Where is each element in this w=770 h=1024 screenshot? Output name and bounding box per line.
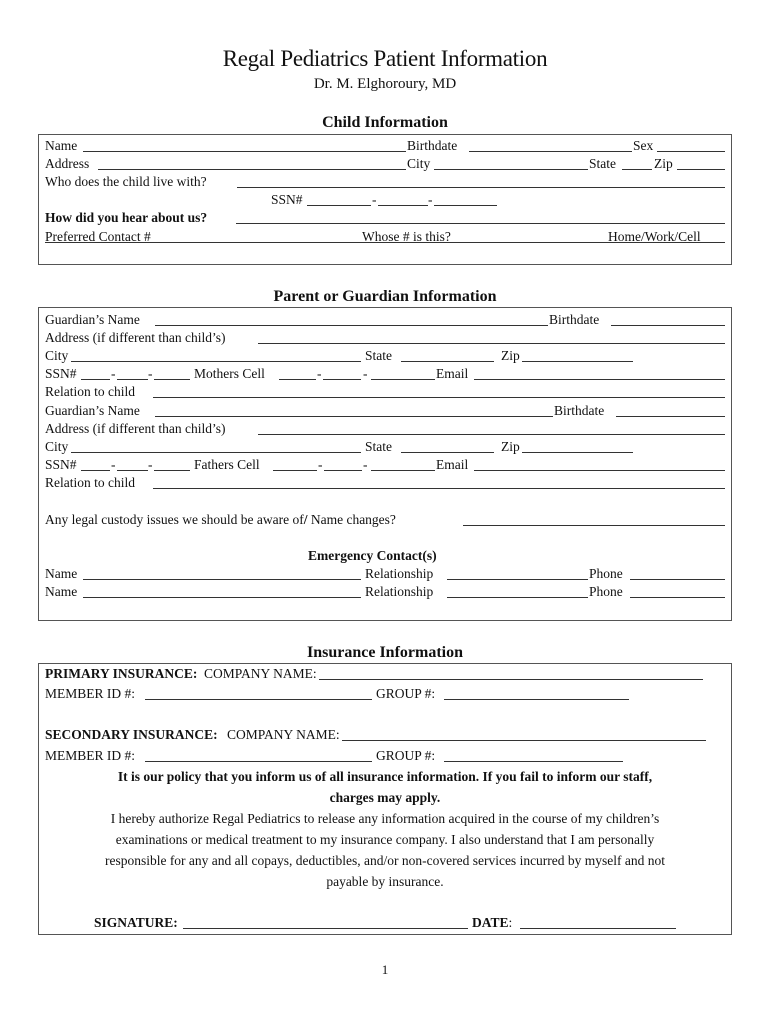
guardian2-city-label: City	[45, 439, 69, 454]
guardian2-ssn-part3[interactable]	[154, 457, 190, 471]
child-state-label: State	[589, 156, 616, 171]
ec2-relationship-field[interactable]	[447, 584, 588, 598]
fathers-cell-part3[interactable]	[371, 457, 435, 471]
guardian2-name-field[interactable]	[155, 403, 553, 417]
parent-section-heading: Parent or Guardian Information	[273, 288, 497, 305]
guardian2-ssn-label: SSN#	[45, 457, 77, 472]
secondary-group-field[interactable]	[444, 748, 623, 762]
child-birthdate-field[interactable]	[469, 138, 632, 152]
guardian1-zip-label: Zip	[501, 348, 520, 363]
secondary-insurance-row	[45, 726, 770, 744]
fathers-cell-part2[interactable]	[324, 457, 362, 471]
signature-label: SIGNATURE:	[94, 915, 178, 930]
emergency-contacts-heading: Emergency Contact(s)	[308, 548, 437, 563]
secondary-company-name-field[interactable]	[342, 727, 706, 741]
guardian1-relation-label: Relation to child	[45, 384, 135, 399]
signature-field[interactable]	[183, 915, 468, 929]
primary-group-label: GROUP #:	[376, 686, 436, 701]
page-number: 1	[381, 962, 389, 977]
guardian1-row-relation	[45, 383, 770, 401]
signature-row	[45, 914, 770, 932]
authorization-line-1: I hereby authorize Regal Pediatrics to release any information acquired in the course of my children’s	[110, 811, 660, 826]
ec2-phone-label: Phone	[589, 584, 623, 599]
guardian2-row-city	[45, 438, 770, 456]
primary-insurance-row	[45, 665, 770, 683]
secondary-member-id-label: MEMBER ID #:	[45, 748, 136, 763]
secondary-insurance-label: SECONDARY INSURANCE:	[45, 727, 218, 742]
child-ssn-label: SSN#	[271, 192, 303, 207]
guardian2-row-name	[45, 402, 770, 420]
child-sex-field[interactable]	[657, 138, 725, 152]
guardian1-address-label: Address (if different than child’s)	[45, 330, 226, 345]
mothers-cell-dash: -	[363, 366, 368, 381]
guardian2-row-address	[45, 420, 770, 438]
child-whose-label: Whose # is this?	[362, 229, 451, 244]
guardian1-ssn-dash: -	[148, 366, 153, 381]
child-city-label: City	[407, 156, 431, 171]
child-ssn-part2[interactable]	[378, 192, 428, 206]
guardian2-state-label: State	[365, 439, 392, 454]
guardian1-ssn-dash: -	[111, 366, 116, 381]
primary-company-name-label: COMPANY NAME:	[204, 666, 317, 681]
guardian2-relation-label: Relation to child	[45, 475, 135, 490]
guardian2-ssn-part2[interactable]	[117, 457, 148, 471]
primary-member-id-field[interactable]	[145, 686, 372, 700]
fathers-cell-label: Fathers Cell	[194, 457, 260, 472]
child-row-contact	[45, 228, 770, 246]
guardian2-email-field[interactable]	[474, 457, 725, 471]
guardian1-email-field[interactable]	[474, 366, 725, 380]
guardian1-relation-field[interactable]	[153, 384, 725, 398]
fathers-cell-dash: -	[363, 457, 368, 472]
authorization-line-4: payable by insurance.	[326, 874, 444, 889]
guardian2-city-field[interactable]	[71, 439, 361, 453]
ec1-name-label: Name	[45, 566, 78, 581]
child-ssn-part1[interactable]	[307, 192, 371, 206]
custody-row	[45, 511, 770, 529]
child-address-label: Address	[45, 156, 90, 171]
authorization-line-3: responsible for any and all copays, deductibles, and/or non-covered services incurred by myself and not	[104, 853, 666, 868]
guardian1-row-city	[45, 347, 770, 365]
child-section-heading: Child Information	[322, 114, 448, 131]
guardian1-city-label: City	[45, 348, 69, 363]
child-hear-about-field[interactable]	[236, 210, 725, 224]
guardian2-ssn-dash: -	[111, 457, 116, 472]
ec1-phone-field[interactable]	[630, 566, 725, 580]
child-zip-label: Zip	[654, 156, 673, 171]
guardian1-state-label: State	[365, 348, 392, 363]
primary-member-row	[45, 685, 770, 703]
page-subtitle: Dr. M. Elghoroury, MD	[313, 76, 457, 92]
date-label: DATE:	[472, 915, 513, 930]
guardian2-ssn-part1[interactable]	[81, 457, 110, 471]
ec2-name-field[interactable]	[83, 584, 361, 598]
emergency-contact-row-1	[45, 565, 770, 583]
guardian1-zip-field[interactable]	[522, 348, 633, 362]
child-zip-field[interactable]	[677, 156, 725, 170]
child-city-field[interactable]	[434, 156, 588, 170]
mothers-cell-label: Mothers Cell	[194, 366, 265, 381]
ec1-relationship-field[interactable]	[447, 566, 588, 580]
primary-group-field[interactable]	[444, 686, 629, 700]
guardian1-ssn-part3[interactable]	[154, 366, 190, 380]
date-field[interactable]	[520, 915, 676, 929]
guardian2-row-relation	[45, 474, 770, 492]
child-ssn-dash: -	[372, 192, 377, 207]
child-hear-about-label: How did you hear about us?	[45, 210, 208, 225]
secondary-company-name-label: COMPANY NAME:	[227, 727, 340, 742]
guardian2-zip-field[interactable]	[522, 439, 633, 453]
secondary-group-label: GROUP #:	[376, 748, 436, 763]
guardian2-birthdate-label: Birthdate	[554, 403, 605, 418]
custody-answer-field[interactable]	[463, 512, 725, 526]
child-birthdate-label: Birthdate	[407, 138, 458, 153]
guardian2-row-ssn	[45, 456, 770, 474]
custody-question-text: Any legal custody issues we should be aware of/ Name changes?	[45, 512, 396, 527]
guardian1-email-label: Email	[436, 366, 469, 381]
insurance-section-heading: Insurance Information	[306, 644, 463, 661]
guardian2-birthdate-field[interactable]	[616, 403, 725, 417]
guardian2-address-label: Address (if different than child’s)	[45, 421, 226, 436]
child-row-name	[45, 137, 770, 155]
guardian1-birthdate-label: Birthdate	[549, 312, 600, 327]
guardian2-state-field[interactable]	[401, 439, 494, 453]
child-preferred-contact-label: Preferred Contact #	[45, 229, 151, 244]
primary-insurance-label: PRIMARY INSURANCE:	[45, 666, 198, 681]
fathers-cell-part1[interactable]	[273, 457, 317, 471]
ec1-name-field[interactable]	[83, 566, 361, 580]
guardian1-ssn-label: SSN#	[45, 366, 77, 381]
policy-notice-line-2: charges may apply.	[329, 790, 441, 805]
child-row-hear-about	[45, 209, 770, 227]
guardian1-birthdate-field[interactable]	[611, 312, 725, 326]
ec1-relationship-label: Relationship	[365, 566, 434, 581]
mothers-cell-part3[interactable]	[371, 366, 435, 380]
guardian2-email-label: Email	[436, 457, 469, 472]
child-home-work-cell-label: Home/Work/Cell	[608, 229, 701, 244]
guardian2-address-field[interactable]	[258, 421, 725, 435]
authorization-line-2: examinations or medical treatment to my insurance company. I also understand that I am personally	[115, 832, 655, 847]
child-address-field[interactable]	[98, 156, 406, 170]
secondary-member-id-field[interactable]	[145, 748, 372, 762]
page-title: Regal Pediatrics Patient Information	[222, 46, 548, 71]
guardian2-ssn-dash: -	[148, 457, 153, 472]
ec2-relationship-label: Relationship	[365, 584, 434, 599]
child-state-field[interactable]	[622, 156, 652, 170]
child-name-field[interactable]	[83, 138, 406, 152]
ec2-name-label: Name	[45, 584, 78, 599]
child-row-ssn	[45, 191, 770, 209]
guardian1-ssn-part1[interactable]	[81, 366, 110, 380]
guardian1-state-field[interactable]	[401, 348, 494, 362]
child-lives-with-label: Who does the child live with?	[45, 174, 207, 189]
guardian1-row-address	[45, 329, 770, 347]
guardian1-row-ssn	[45, 365, 770, 383]
mothers-cell-part1[interactable]	[279, 366, 316, 380]
child-sex-label: Sex	[633, 138, 654, 153]
child-row-lives-with	[45, 173, 770, 191]
guardian1-name-label: Guardian’s Name	[45, 312, 140, 327]
guardian1-city-field[interactable]	[71, 348, 361, 362]
guardian2-name-label: Guardian’s Name	[45, 403, 140, 418]
ec1-phone-label: Phone	[589, 566, 623, 581]
guardian2-zip-label: Zip	[501, 439, 520, 454]
mothers-cell-dash: -	[317, 366, 322, 381]
guardian2-relation-field[interactable]	[153, 475, 725, 489]
guardian1-row-name	[45, 311, 770, 329]
ec2-phone-field[interactable]	[630, 584, 725, 598]
primary-member-id-label: MEMBER ID #:	[45, 686, 136, 701]
secondary-member-row	[45, 747, 770, 765]
fathers-cell-dash: -	[318, 457, 323, 472]
child-lives-with-field[interactable]	[237, 174, 725, 188]
child-ssn-part3[interactable]	[434, 192, 497, 206]
mothers-cell-part2[interactable]	[323, 366, 361, 380]
guardian1-address-field[interactable]	[258, 330, 725, 344]
emergency-heading-row	[45, 547, 770, 565]
guardian1-ssn-part2[interactable]	[117, 366, 148, 380]
child-row-address	[45, 155, 770, 173]
child-name-label: Name	[45, 138, 78, 153]
guardian1-name-field[interactable]	[155, 312, 548, 326]
emergency-contact-row-2	[45, 583, 770, 601]
child-ssn-dash: -	[428, 192, 433, 207]
policy-notice-line-1: It is our policy that you inform us of all insurance information. If you fail to inform our staff,	[117, 769, 653, 784]
primary-company-name-field[interactable]	[319, 666, 703, 680]
